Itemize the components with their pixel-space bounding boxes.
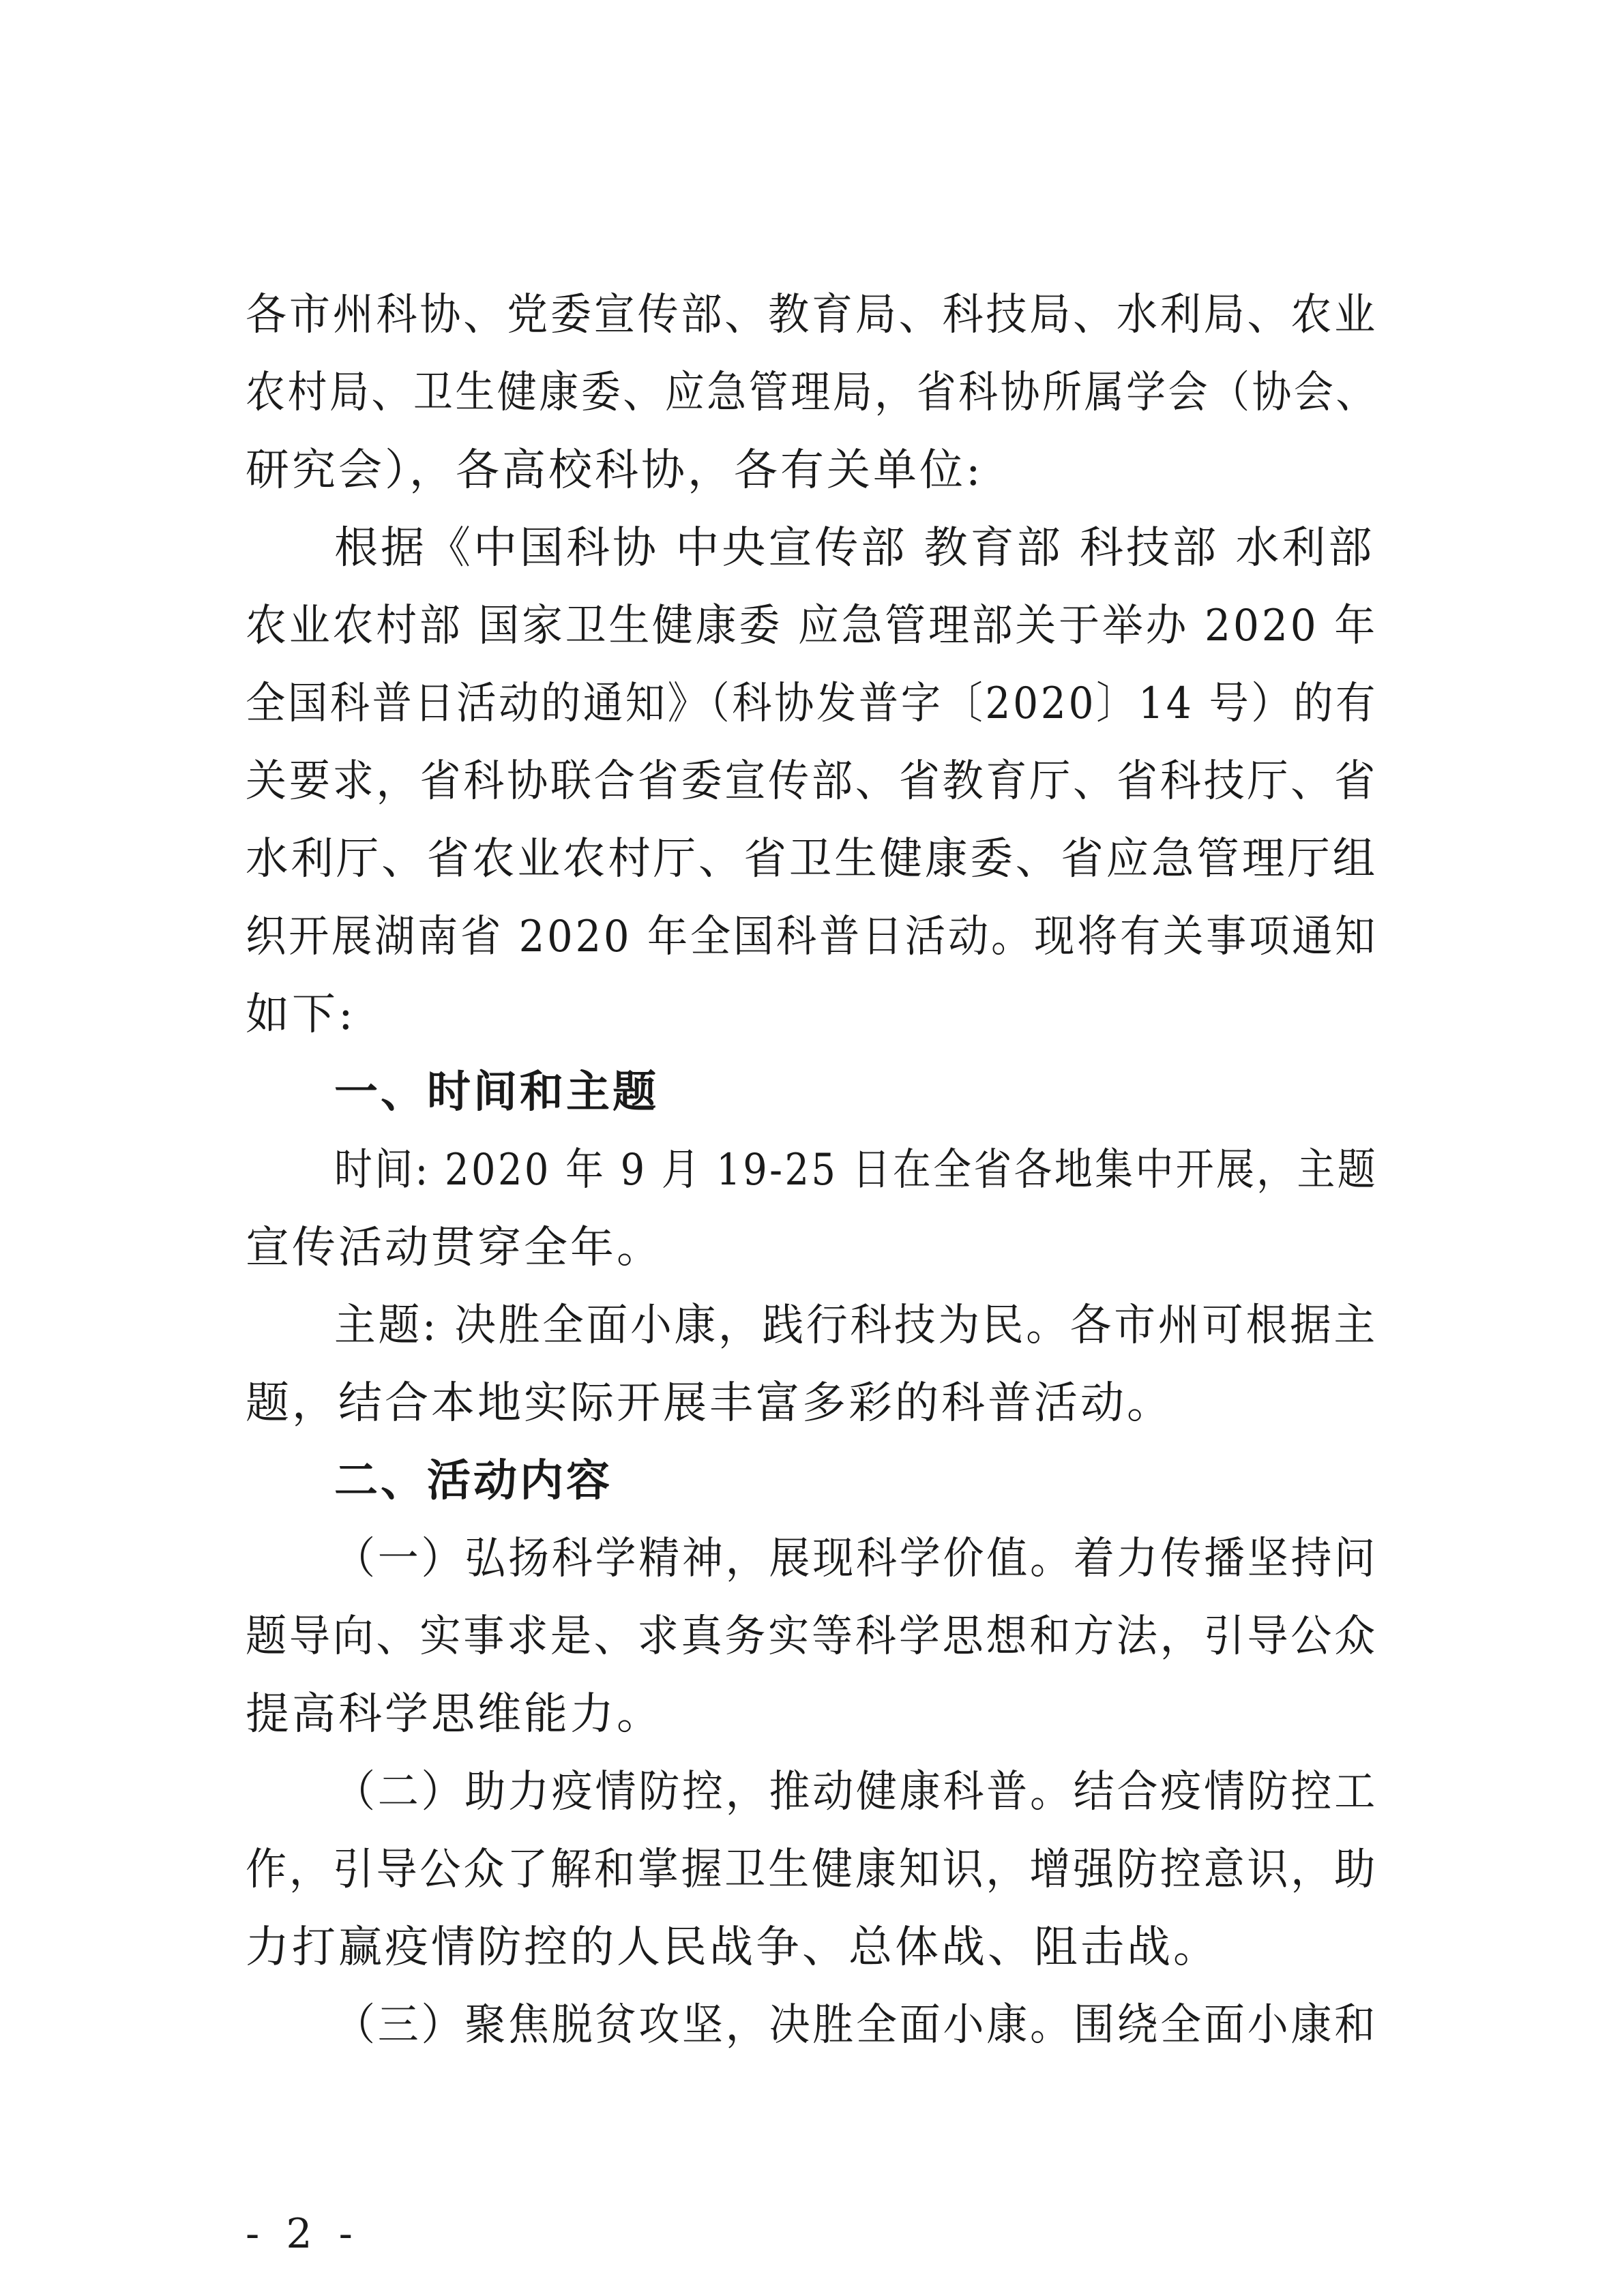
- text-line: 力打赢疫情防控的人民战争、总体战、阻击战。: [246, 1922, 1220, 1973]
- text-line: 各市州科协、党委宣传部、教育局、科技局、水利局、农业: [246, 290, 1378, 340]
- text-line: （三）聚焦脱贫攻坚，决胜全面小康。围绕全面小康和: [334, 2000, 1378, 2051]
- text-line: 全国科普日活动的通知》（科协发普字〔2020〕14 号）的有: [246, 679, 1378, 729]
- text-line: 题，结合本地实际开展丰富多彩的科普活动。: [246, 1378, 1173, 1429]
- text-line: 织开展湖南省 2020 年全国科普日活动。现将有关事项通知: [246, 912, 1378, 962]
- text-line: （一）弘扬科学精神，展现科学价值。着力传播坚持问: [334, 1534, 1378, 1584]
- text-line: 研究会），各高校科协，各有关单位:: [246, 445, 984, 496]
- text-line: （二）助力疫情防控，推动健康科普。结合疫情防控工: [334, 1767, 1378, 1817]
- text-line: 主题: 决胜全面小康，践行科技为民。各市州可根据主: [334, 1300, 1378, 1351]
- text-line: 作，引导公众了解和掌握卫生健康知识，增强防控意识，助: [246, 1845, 1378, 1895]
- text-line: 农业农村部 国家卫生健康委 应急管理部关于举办 2020 年: [246, 601, 1378, 651]
- section-heading: 一、时间和主题: [334, 1067, 659, 1118]
- text-line: 关要求，省科协联合省委宣传部、省教育厅、省科技厅、省: [246, 756, 1378, 807]
- text-line: 提高科学思维能力。: [246, 1689, 663, 1740]
- text-line: 根据《中国科协 中央宣传部 教育部 科技部 水利部: [334, 523, 1375, 573]
- text-line: 农村局、卫生健康委、应急管理局，省科协所属学会（协会、: [246, 368, 1378, 418]
- text-line: 时间: 2020 年 9 月 19-25 日在全省各地集中开展，主题: [334, 1145, 1378, 1195]
- text-line: 水利厅、省农业农村厅、省卫生健康委、省应急管理厅组: [246, 834, 1378, 884]
- page-number: - 2 -: [246, 2210, 359, 2258]
- text-line: 宣传活动贯穿全年。: [246, 1223, 663, 1273]
- section-heading: 二、活动内容: [334, 1456, 612, 1506]
- text-line: 如下:: [246, 989, 356, 1040]
- text-line: 题导向、实事求是、求真务实等科学思想和方法，引导公众: [246, 1611, 1378, 1662]
